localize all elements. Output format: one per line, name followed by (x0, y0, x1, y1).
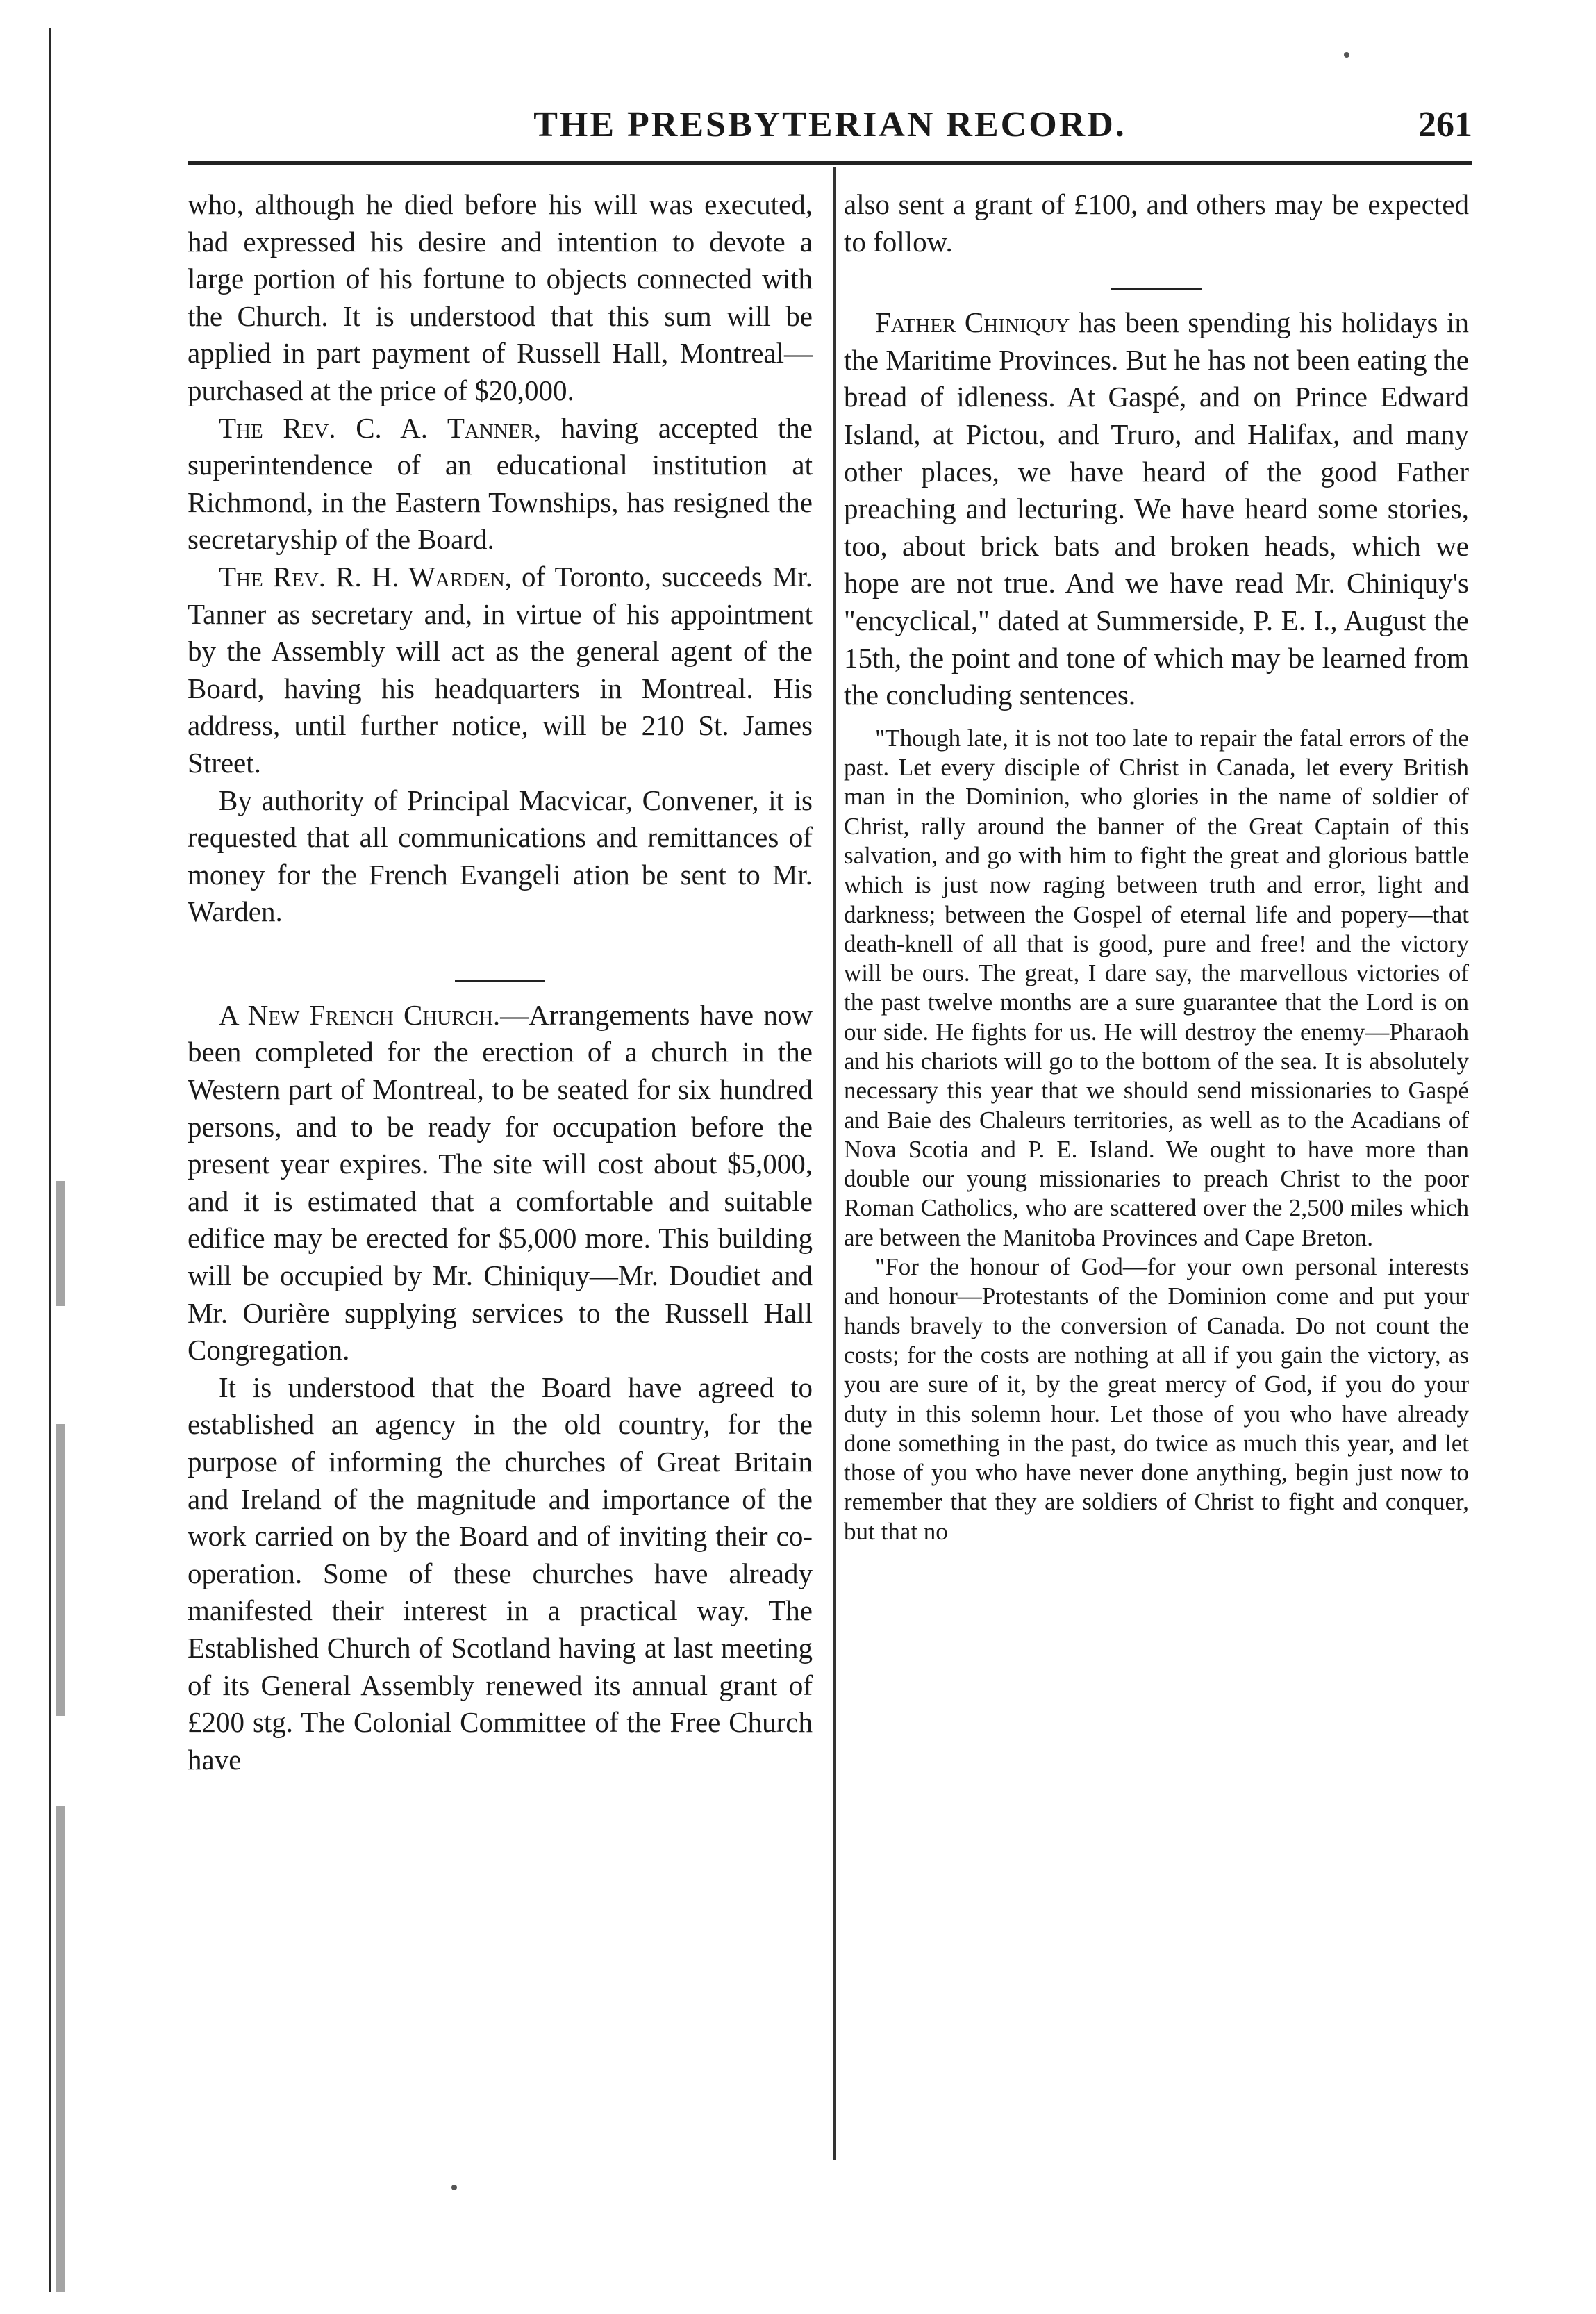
paragraph-lead: A New French Church. (219, 998, 501, 1031)
paragraph-lead: Father Chiniquy (875, 306, 1070, 339)
paragraph (188, 559, 813, 782)
binding-mark (56, 1806, 65, 2292)
ink-speck (451, 2185, 457, 2190)
binding-line (49, 28, 51, 2292)
right-column (844, 186, 1469, 1546)
column-divider (833, 167, 836, 2160)
ink-speck (1344, 52, 1349, 58)
running-header (188, 104, 1472, 153)
paragraph-lead: The Rev. R. H. Warden, (219, 560, 512, 593)
paragraph-body: has been spending his holidays in the Maritime Provinces. But he has not been eating the bread of idleness. At Gaspé, and on Prince Edward Island, at Pictou, and Truro, and Halifax, and many other places, we have heard of the good Father preaching and lecturing. We have heard some stories, too, about brick bats and broken heads, which we hope are not true. And we have read Mr. Chiniquy's "encyclical," dated at Summerside, P. E. I., August the 15th, the point and tone of which may be learned from the concluding sentences. (844, 306, 1469, 711)
publication-title: THE PRESBYTERIAN RECORD. (533, 105, 1127, 144)
paragraph: It is understood that the Board have agreed to established an agency in the old country, for the purpose of informing the churches of Great Britain and Ireland of the magnitude and importance of the work carried on by the Board and of inviting their co-operation. Some of these churches have already manifested their interest in a practical way. The Established Church of Scotland having at last meeting of its General Assembly renewed its annual grant of £200 stg. The Colonial Committee of the Free Church have (188, 1371, 813, 1776)
binding-mark (56, 1424, 65, 1716)
left-column (188, 186, 813, 1778)
page-binding-edge (0, 0, 104, 2314)
paragraph-lead: The Rev. C. A. Tanner, (219, 411, 542, 444)
paragraph (188, 410, 813, 559)
binding-mark (56, 1181, 65, 1306)
page-number: 261 (1418, 105, 1472, 144)
paragraph: also sent a grant of £100, and others may be expected to follow. (844, 188, 1469, 258)
quotation: "Though late, it is not too late to repair the fatal errors of the past. Let every disciple of Christ in Canada, let every British man in the Dominion, who glories in the name of soldier of Christ, rally around the banner of the Great Captain of this salvation, and go with him to fight the great and glorious battle which is just now raging between truth and error, light and darkness; between the Gospel of eternal life and popery—that death-knell of all that is good, pure and free! and the victory will be ours. The great, I dare say, the marvellous victories of the past twelve months are a sure guarantee that the Lord is on our side. He fights for us. He will destroy the enemy—Pharaoh and his chariots will go to the bottom of the sea. It is absolutely necessary this year that we should send missionaries to Gaspé and Baie des Chaleurs territories, as well as to the Acadians of Nova Scotia and P. E. Island. We ought to have more than double our young missionaries to preach Christ to the poor Roman Catholics, who are scattered over the 2,500 miles which are between the Manitoba Provinces and Cape Breton. (844, 724, 1469, 1251)
paragraph: By authority of Principal Macvicar, Convener, it is requested that all communications and remittances of money for the French Evangeli ation be sent to Mr. Warden. (188, 784, 813, 928)
quotation: "For the honour of God—for your own personal interests and honour—Protestants of the Dominion come and put your hands bravely to the conversion of Canada. Do not count the costs; for the costs are nothing at all if you gain the victory, as you are sure of it, by the great mercy of God, if you do your duty in this solemn hour. Let those of you who have already done something in the past, do twice as much this year, and let those of you who have never done anything, begin just now to remember that they are soldiers of Christ to fight and conquer, but that no (844, 1253, 1469, 1545)
paragraph-body: of Toronto, succeeds Mr. Tanner as secretary and, in virtue of his appointment by the Assembly will act as the general agent of the Board, having his headquarters in Montreal. His address, until further notice, will be 210 St. James Street. (188, 560, 813, 779)
paragraph (844, 304, 1469, 714)
paragraph-body: having accepted the superintendence of an educational institution at Richmond, in the Eastern Townships, has resigned the secretaryship of the Board. (188, 411, 813, 556)
paragraph-body: —Arrangements have now been completed for the erection of a church in the Western part of Montreal, to be seated for six hundred persons, and to be ready for occupation before the present year expires. The site will cost about $5,000, and it is estimated that a comfortable and suitable edifice may be erected for $5,000 more. This building will be occupied by Mr. Chiniquy—Mr. Doudiet and Mr. Ourière supplying services to the Russell Hall Congregation. (188, 998, 813, 1366)
header-rule (188, 161, 1472, 165)
paragraph (188, 997, 813, 1369)
paragraph: who, although he died before his will was executed, had expressed his desire and intention to devote a large portion of his fortune to objects connected with the Church. It is understood that this sum will be applied in part payment of Russell Hall, Montreal—purchased at the price of $20,000. (188, 188, 813, 406)
